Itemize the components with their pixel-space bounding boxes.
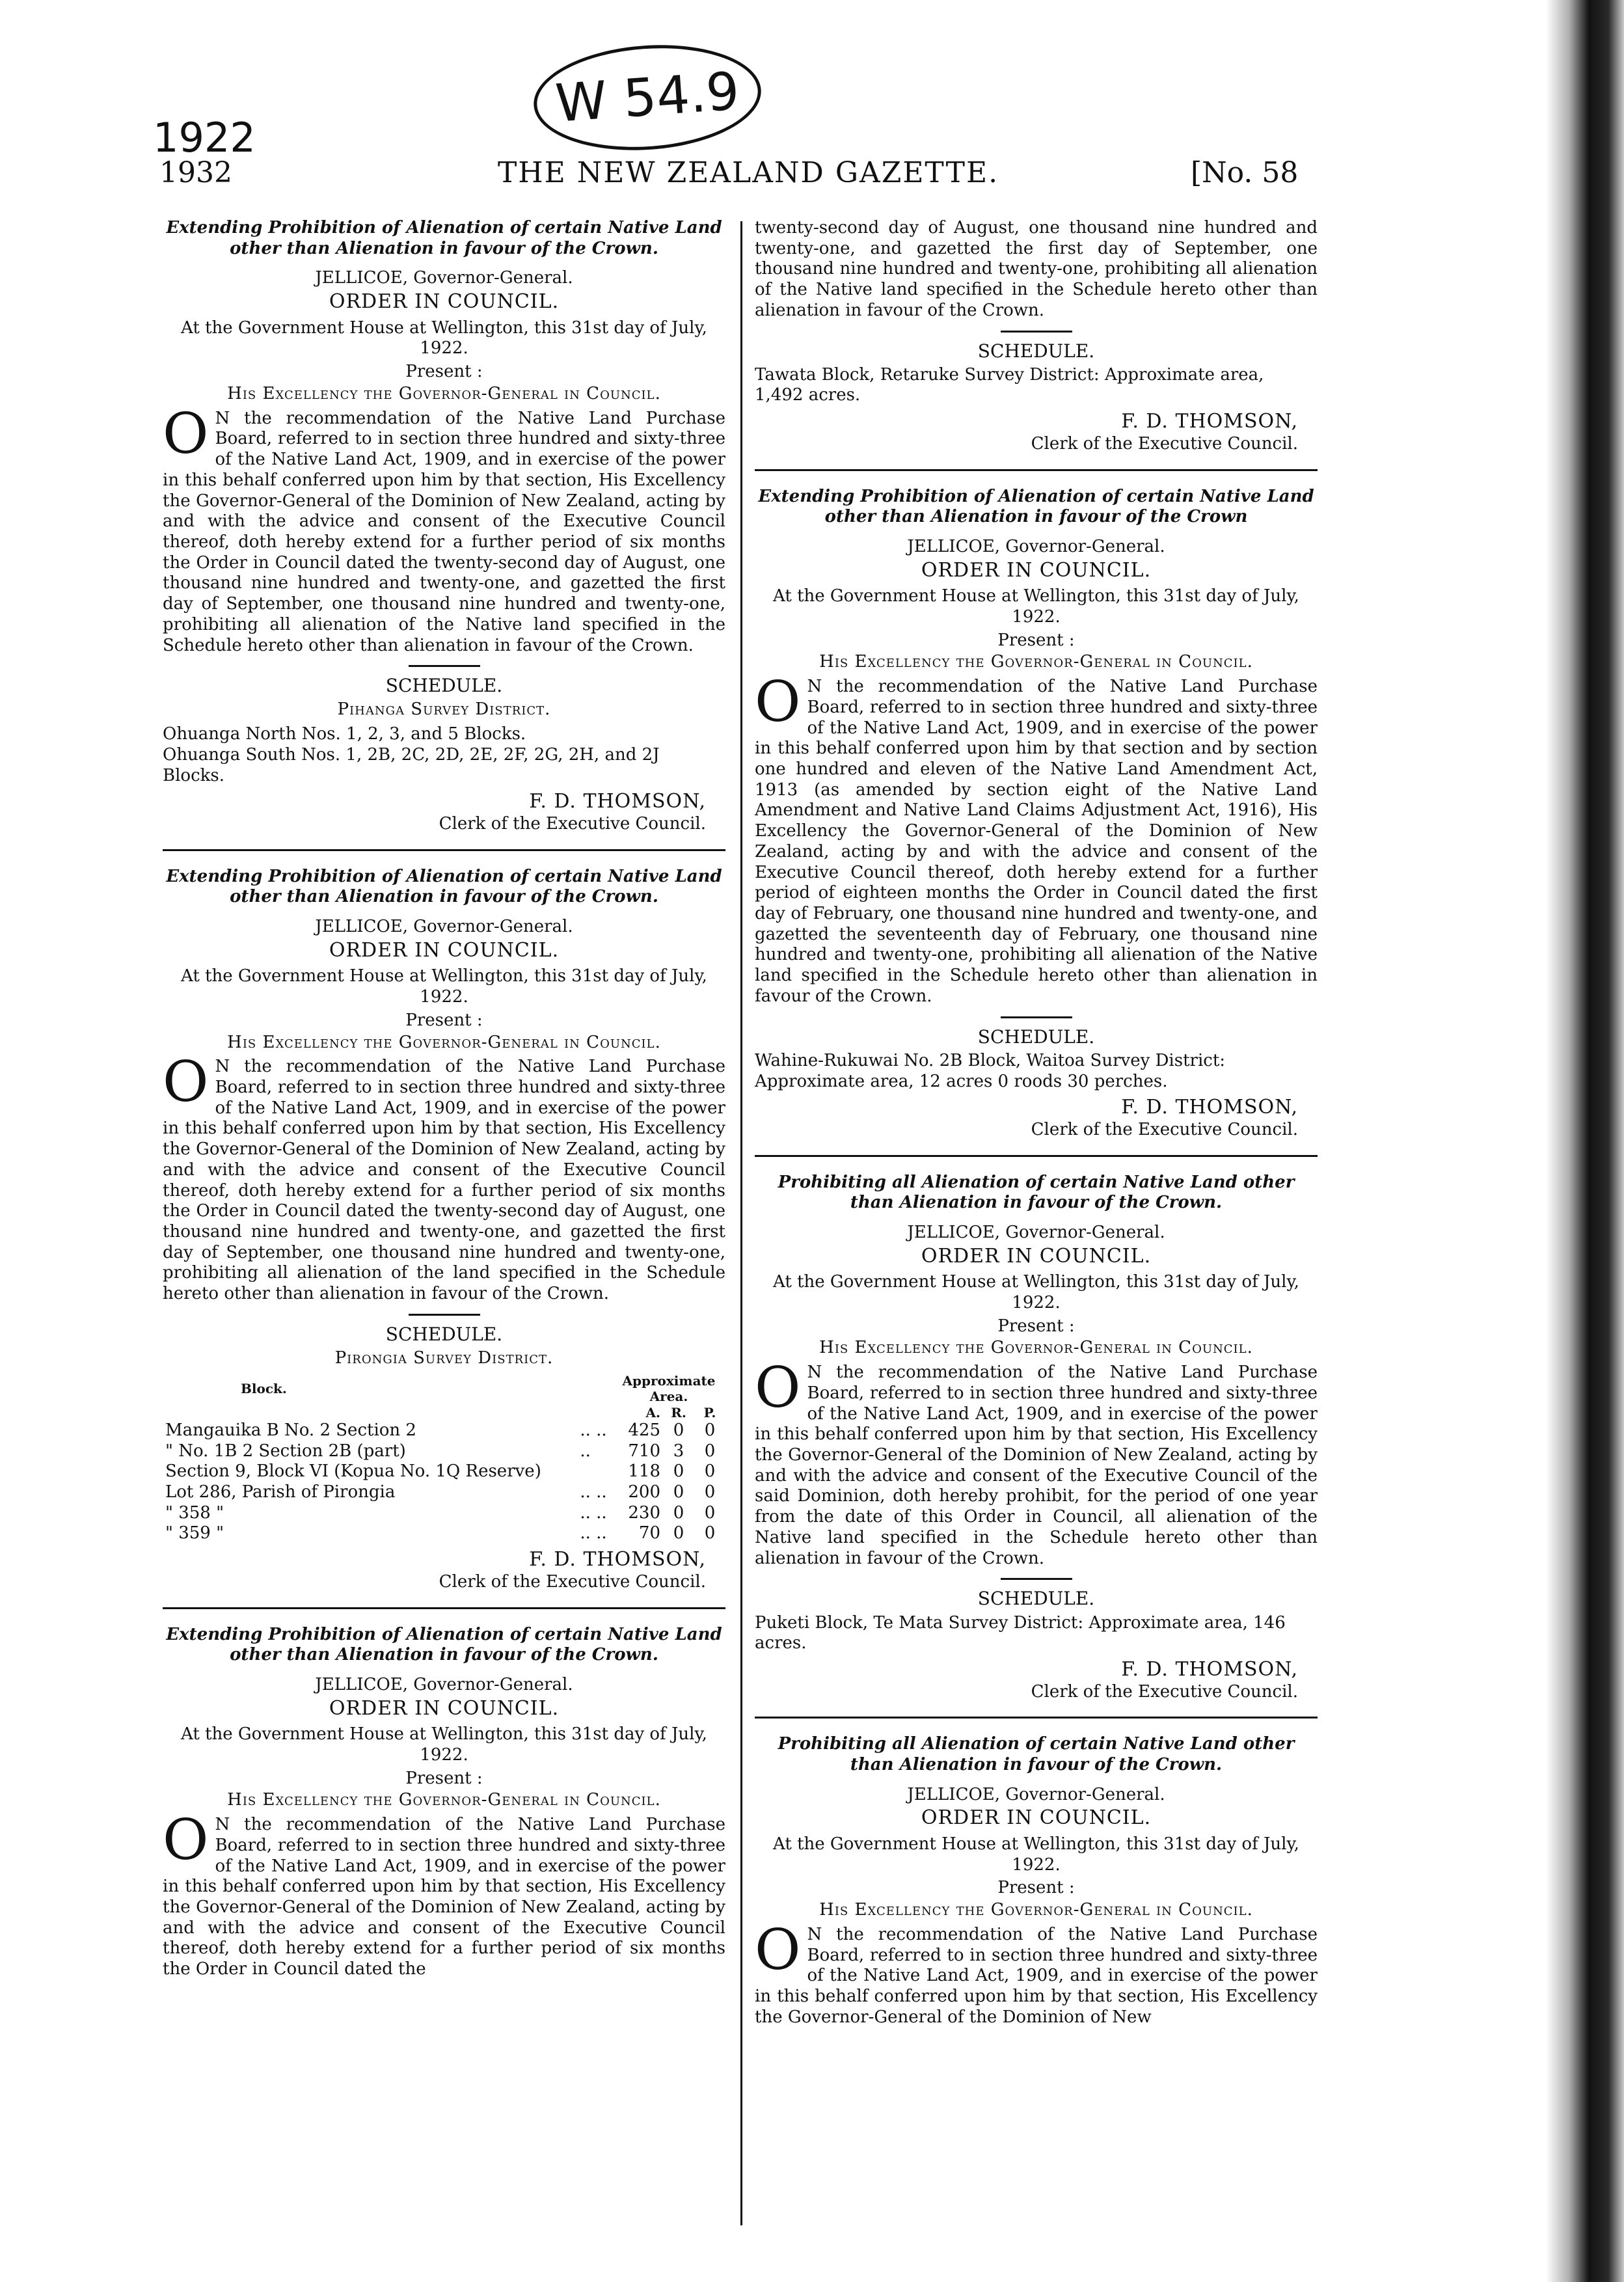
notice-title: Extending Prohibition of Alienation of certain Native Land other than Alienation in favour of the Crown. <box>166 218 722 258</box>
body-text: N the recommendation of the Native Land Purchase Board, referred to in section three hundred and sixty-three of the Native Land Act, 1909, and in exercise of the power in this behalf conferred upon him by that section and by section one hundred and eleven of the Native Land Amendment Act, 1913 (as amended by section eight of the Native Land Amendment and Native Land Claims Adjustment Act, 1916), His Excellency the Governor-General of the Dominion of New Zealand, acting by and with the advice and consent of the Executive Council thereof, doth hereby extend for a further period of eighteen months the Order in Council dated the first day of February, one thousand nine hundred and twenty-one, and gazetted the seventeenth day of February, one thousand nine hundred and twenty-one, prohibiting all alienation of the Native land specified in the Schedule hereto other than alienation in favour of the Crown. <box>755 677 1318 1006</box>
notice-title: Prohibiting all Alienation of certain Native Land other than Alienation in favour of the Crown. <box>778 1734 1295 1774</box>
gazette-title: THE NEW ZEALAND GAZETTE. <box>497 156 999 189</box>
notice-separator <box>755 469 1318 471</box>
order-in-council: ORDER IN COUNCIL. <box>329 1696 560 1720</box>
short-rule <box>1001 1578 1072 1580</box>
place-date: At the Government House at Wellington, this 31st day of July, 1922. <box>773 586 1299 627</box>
signatory-title: Clerk of the Executive Council. <box>1031 433 1298 454</box>
dots-cell: .. .. <box>580 1482 607 1502</box>
order-in-council: ORDER IN COUNCIL. <box>329 290 560 314</box>
table-row <box>163 1420 725 1441</box>
acres-cell: 230 <box>628 1502 660 1523</box>
signature-block <box>755 410 1298 454</box>
notice-body <box>755 670 1318 1007</box>
signatory-name: F. D. THOMSON, <box>529 790 706 813</box>
issue-number: [No. 58 <box>1191 156 1299 189</box>
left-column <box>163 218 725 1980</box>
acres-cell: 425 <box>628 1420 660 1440</box>
dots-cell: .. <box>580 1441 591 1461</box>
governor-line: JELLICOE, Governor-General. <box>315 268 573 288</box>
short-rule <box>1001 1016 1072 1018</box>
notice-body <box>163 401 725 657</box>
block-cell: " 359 " <box>165 1523 224 1543</box>
order-in-council: ORDER IN COUNCIL. <box>921 558 1152 582</box>
table-body <box>163 1420 725 1544</box>
right-column <box>755 218 1318 2028</box>
table-row <box>163 1461 725 1482</box>
governor-line: JELLICOE, Governor-General. <box>907 1784 1165 1804</box>
governor-line: JELLICOE, Governor-General. <box>315 1674 573 1694</box>
body-text: N the recommendation of the Native Land Purchase Board, referred to in section three hundred and sixty-three of the Native Land Act, 1909, and in exercise of the power in this behalf conferred upon him by that section, His Excellency the Governor-General of the Dominion of New Zealand, acting by and with the advice and consent of the Executive Council thereof, doth hereby extend for a further period of six months the Order in Council dated the <box>163 1815 725 1979</box>
schedule-line: Puketi Block, Te Mata Survey District: Approximate area, 146 acres. <box>755 1612 1286 1653</box>
column-divider <box>740 221 742 2225</box>
signatory-name: F. D. THOMSON, <box>1121 1096 1298 1119</box>
block-cell: " No. 1B 2 Section 2B (part) <box>165 1441 406 1461</box>
archive-stamp: W 54.9 <box>530 38 765 157</box>
signature-block <box>163 1548 706 1592</box>
signatory-name: F. D. THOMSON, <box>1121 410 1298 433</box>
place-date: At the Government House at Wellington, this 31st day of July, 1922. <box>181 1724 707 1765</box>
signatory-title: Clerk of the Executive Council. <box>1031 1119 1298 1139</box>
schedule-table <box>163 1373 725 1544</box>
perches-cell: 0 <box>704 1502 716 1523</box>
place-date: At the Government House at Wellington, this 31st day of July, 1922. <box>181 318 707 359</box>
drop-cap: O <box>755 1917 801 1983</box>
body-text: N the recommendation of the Native Land Purchase Board, referred to in section three hundred and sixty-three of the Native Land Act, 1909, and in exercise of the power in this behalf conferred upon him by that section, His Excellency the Governor-General of the Dominion of New Zealand, acting by and with the advice and consent of the Executive Council thereof, doth hereby extend for a further period of six months the Order in Council dated the twenty-second day of August, one thousand nine hundred and twenty-one, and gazetted the first day of September, one thousand nine hundred and twenty-one, prohibiting all alienation of the Native land specified in the Schedule hereto other than alienation in favour of the Crown. <box>163 408 725 655</box>
schedule-heading: SCHEDULE. <box>385 675 503 697</box>
present-label: Present : <box>997 1878 1075 1898</box>
scan-edge-shadow <box>1546 0 1624 2282</box>
his-excellency-line: His Excellency the Governor-General in Council. <box>227 383 661 403</box>
roods-cell: 3 <box>673 1441 684 1461</box>
perches-cell: 0 <box>704 1420 716 1440</box>
short-rule <box>1001 331 1072 333</box>
roods-cell: 0 <box>673 1461 684 1482</box>
body-text: N the recommendation of the Native Land Purchase Board, referred to in section three hundred and sixty-three of the Native Land Act, 1909, and in exercise of the power in this behalf conferred upon him by that section, His Excellency the Governor-General of the Dominion of New <box>755 1924 1318 2027</box>
his-excellency-line: His Excellency the Governor-General in Council. <box>227 1032 661 1052</box>
block-cell: Section 9, Block VI (Kopua No. 1Q Reserve) <box>165 1461 541 1482</box>
notice-1 <box>163 218 725 835</box>
continued-body: twenty-second day of August, one thousand nine hundred and twenty-one, and gazetted the first day of September, one thousand nine hundred and twenty-one, prohibiting all alienation of the Native land specified in the Schedule hereto other than alienation in favour of the Crown. <box>755 218 1318 320</box>
acres-cell: 710 <box>628 1441 660 1461</box>
roods-cell: 0 <box>673 1523 684 1543</box>
governor-line: JELLICOE, Governor-General. <box>907 1222 1165 1242</box>
present-label: Present : <box>405 362 483 382</box>
dots-cell: .. .. <box>580 1420 607 1440</box>
drop-cap: O <box>163 401 209 467</box>
his-excellency-line: His Excellency the Governor-General in Council. <box>819 1338 1253 1358</box>
roods-cell: 0 <box>673 1420 684 1440</box>
place-date: At the Government House at Wellington, this 31st day of July, 1922. <box>181 966 707 1007</box>
drop-cap: O <box>755 1355 801 1421</box>
his-excellency-line: His Excellency the Governor-General in Council. <box>819 652 1253 672</box>
governor-line: JELLICOE, Governor-General. <box>315 917 573 937</box>
notice-body <box>163 1808 725 1980</box>
signature-block <box>755 1096 1298 1140</box>
notice-title: Extending Prohibition of Alienation of certain Native Land other than Alienation in favour of the Crown. <box>166 1624 722 1665</box>
his-excellency-line: His Excellency the Governor-General in Council. <box>819 1900 1253 1920</box>
acres-cell: 118 <box>628 1461 660 1482</box>
table-row <box>163 1482 725 1503</box>
signatory-name: F. D. THOMSON, <box>529 1548 706 1571</box>
survey-district: Pirongia Survey District. <box>334 1348 554 1368</box>
perches-cell: 0 <box>704 1441 716 1461</box>
present-label: Present : <box>997 1316 1075 1336</box>
perches-cell: 0 <box>704 1523 716 1543</box>
survey-district: Pihanga Survey District. <box>337 700 551 720</box>
page-number: 1932 <box>159 156 232 189</box>
notice-3-continued <box>755 218 1318 455</box>
acres-cell: 70 <box>638 1523 660 1543</box>
present-label: Present : <box>997 630 1075 650</box>
table-row <box>163 1441 725 1462</box>
schedule-heading: SCHEDULE. <box>977 340 1095 362</box>
body-text: N the recommendation of the Native Land Purchase Board, referred to in section three hundred and sixty-three of the Native Land Act, 1909, and in exercise of the power in this behalf conferred upon him by that section, His Excellency the Governor-General of the Dominion of New Zealand, acting by and with the advice and consent of the Executive Council of the said Dominion, doth hereby prohibit, for the period of one year from the date of this Order in Council, all alienation of the Native land specified in the Schedule hereto other than alienation in favour of the Crown. <box>755 1363 1318 1568</box>
dots-cell: .. .. <box>580 1502 607 1523</box>
table-row <box>163 1503 725 1524</box>
body-text: N the recommendation of the Native Land Purchase Board, referred to in section three hundred and sixty-three of the Native Land Act, 1909, and in exercise of the power in this behalf conferred upon him by that section, His Excellency the Governor-General of the Dominion of New Zealand, acting by and with the advice and consent of the Executive Council thereof, doth hereby extend for a further period of six months the Order in Council dated the twenty-second day of August, one thousand nine hundred and twenty-one, and gazetted the first day of September, one thousand nine hundred and twenty-one, prohibiting all alienation of the land specified in the Schedule hereto other than alienation in favour of the Crown. <box>163 1057 725 1304</box>
notice-title: Extending Prohibition of Alienation of certain Native Land other than Alienation in favour of the Crown. <box>166 866 722 907</box>
signatory-title: Clerk of the Executive Council. <box>439 813 706 834</box>
notice-separator <box>755 1155 1318 1157</box>
schedule-line: Ohuanga South Nos. 1, 2B, 2C, 2D, 2E, 2F, 2G, 2H, and 2J Blocks. <box>163 744 660 785</box>
roods-header: R. <box>671 1404 686 1420</box>
perches-cell: 0 <box>704 1461 716 1482</box>
block-column-header: Block. <box>241 1380 287 1396</box>
handwritten-year: 1922 <box>153 114 256 161</box>
governor-line: JELLICOE, Governor-General. <box>907 536 1165 556</box>
notice-title: Extending Prohibition of Alienation of certain Native Land other than Alienation in favour of the Crown <box>758 486 1314 527</box>
perches-header: P. <box>703 1404 716 1420</box>
notice-body <box>755 1917 1318 2028</box>
present-label: Present : <box>405 1010 483 1030</box>
order-in-council: ORDER IN COUNCIL. <box>921 1806 1152 1830</box>
schedule-line: Ohuanga North Nos. 1, 2, 3, and 5 Blocks. <box>163 724 526 744</box>
notice-6 <box>755 1734 1318 2028</box>
signatory-title: Clerk of the Executive Council. <box>1031 1681 1298 1702</box>
block-cell: Mangauika B No. 2 Section 2 <box>165 1420 416 1440</box>
block-cell: " 358 " <box>165 1502 224 1523</box>
signatory-name: F. D. THOMSON, <box>1121 1657 1298 1681</box>
signature-block <box>163 790 706 834</box>
drop-cap: O <box>163 1808 209 1873</box>
acres-cell: 200 <box>628 1482 660 1502</box>
table-header-row <box>163 1373 725 1405</box>
dots-cell <box>577 1461 612 1482</box>
perches-cell: 0 <box>704 1482 716 1502</box>
signature-block <box>755 1658 1298 1702</box>
drop-cap: O <box>755 670 801 735</box>
block-cell: Lot 286, Parish of Pirongia <box>165 1482 396 1502</box>
order-in-council: ORDER IN COUNCIL. <box>921 1244 1152 1268</box>
notice-5 <box>755 1173 1318 1703</box>
drop-cap: O <box>163 1050 209 1115</box>
signatory-title: Clerk of the Executive Council. <box>439 1571 706 1592</box>
dots-cell: .. .. <box>580 1523 607 1543</box>
table-subheader-row <box>163 1405 725 1420</box>
place-date: At the Government House at Wellington, this 31st day of July, 1922. <box>773 1272 1299 1312</box>
his-excellency-line: His Excellency the Governor-General in Council. <box>227 1790 661 1810</box>
notice-2 <box>163 867 725 1593</box>
schedule-line: Tawata Block, Retaruke Survey District: Approximate area, 1,492 acres. <box>755 364 1264 405</box>
roods-cell: 0 <box>673 1482 684 1502</box>
roods-cell: 0 <box>673 1502 684 1523</box>
short-rule <box>409 1314 480 1316</box>
place-date: At the Government House at Wellington, this 31st day of July, 1922. <box>773 1834 1299 1875</box>
notice-body <box>163 1050 725 1305</box>
short-rule <box>409 665 480 667</box>
notice-separator <box>163 849 725 851</box>
schedule-heading: SCHEDULE. <box>385 1323 503 1345</box>
notice-3 <box>163 1625 725 1980</box>
schedule-heading: SCHEDULE. <box>977 1026 1095 1048</box>
acres-header: A. <box>645 1404 660 1420</box>
notice-title: Prohibiting all Alienation of certain Native Land other than Alienation in favour of the Crown. <box>778 1172 1295 1213</box>
schedule-line: Wahine-Rukuwai No. 2B Block, Waitoa Survey District: Approximate area, 12 acres 0 roods 30 perches. <box>755 1050 1226 1091</box>
notice-separator <box>755 1717 1318 1718</box>
present-label: Present : <box>405 1768 483 1788</box>
table-row <box>163 1523 725 1544</box>
notice-4 <box>755 487 1318 1141</box>
notice-body <box>755 1355 1318 1569</box>
schedule-heading: SCHEDULE. <box>977 1588 1095 1610</box>
area-column-header: Approximate Area. <box>622 1372 716 1405</box>
notice-separator <box>163 1607 725 1609</box>
order-in-council: ORDER IN COUNCIL. <box>329 938 560 962</box>
